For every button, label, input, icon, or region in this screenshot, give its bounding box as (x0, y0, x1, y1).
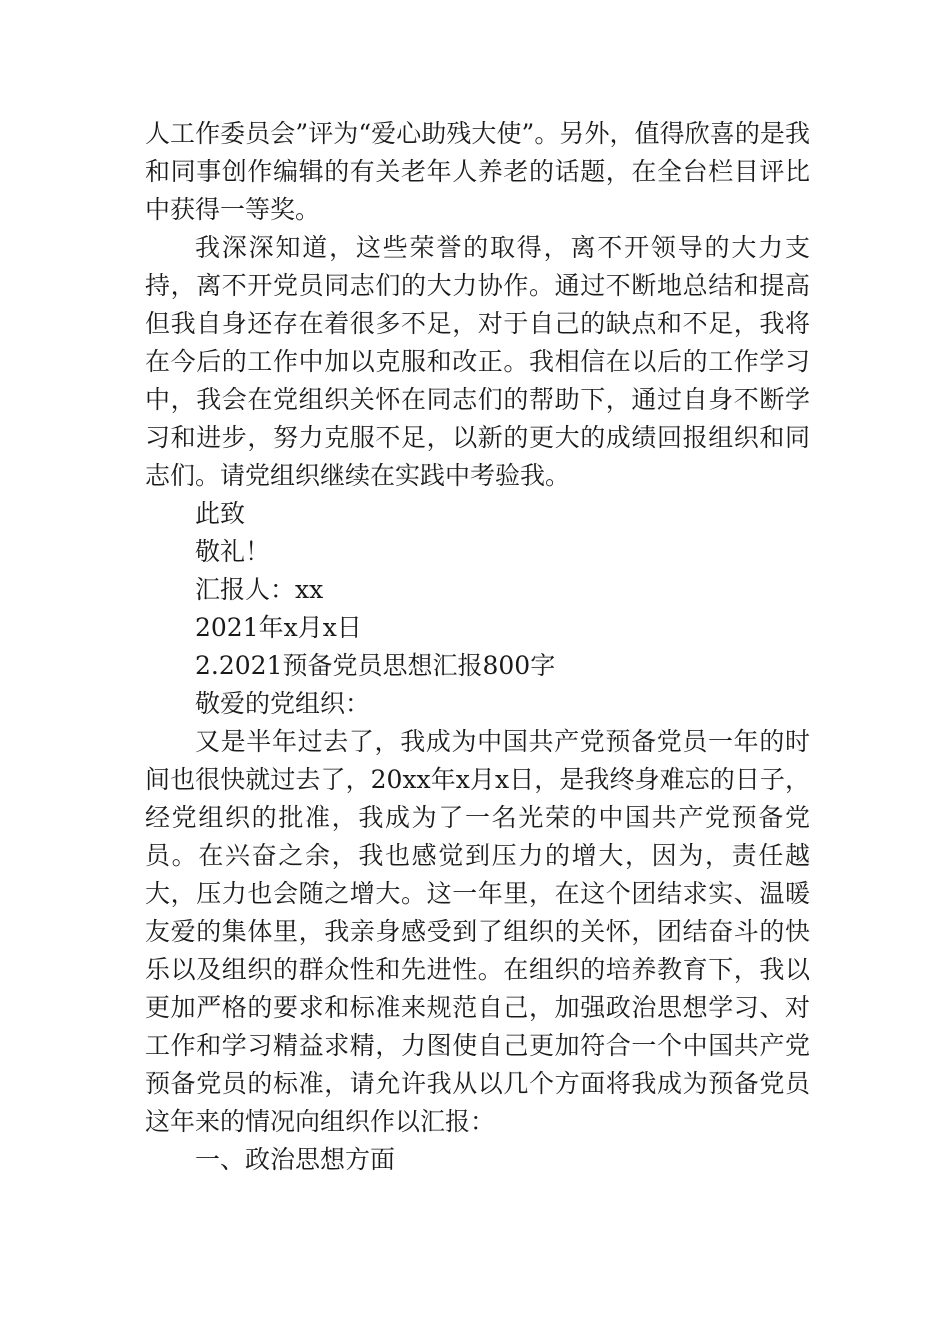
closing-salutation: 此致 (195, 499, 246, 528)
reporter-line: 汇报人：xx (195, 575, 324, 604)
date-line: 2021年x月x日 (195, 613, 362, 642)
paragraph-1: 人工作委员会”评为“爱心助残大使”。另外，值得欣喜的是我和同事创作编辑的有关老年人养老的话题，在全台栏目评比中获得一等奖。 (145, 119, 810, 224)
closing-regards: 敬礼！ (195, 537, 271, 566)
greeting-line: 敬爱的党组织： (195, 689, 371, 718)
subsection-heading: 一、政治思想方面 (195, 1145, 396, 1174)
paragraph-body: 又是半年过去了，我成为中国共产党预备党员一年的时间也很快就过去了，20xx年x月x日，是我终身难忘的日子，经党组织的批准，我成为了一名光荣的中国共产党预备党员。在兴奋之余，我也感觉到压力的增大，因为，责任越大，压力也会随之增大。这一年里，在这个团结求实、温暖友爱的集体里，我亲身感受到了组织的关怀，团结奋斗的快乐以及组织的群众性和先进性。在组织的培养教育下，我以更加严格的要求和标准来规范自己，加强政治思想学习、对工作和学习精益求精，力图使自己更加符合一个中国共产党预备党员的标准，请允许我从以几个方面将我成为预备党员这年来的情况向组织作以汇报： (145, 727, 810, 1136)
section-heading: 2.2021预备党员思想汇报800字 (195, 651, 556, 680)
document-body (145, 115, 810, 1179)
paragraph-2: 我深深知道，这些荣誉的取得，离不开领导的大力支持，离不开党员同志们的大力协作。通过不断地总结和提高但我自身还存在着很多不足，对于自己的缺点和不足，我将在今后的工作中加以克服和改正。我相信在以后的工作学习中，我会在党组织关怀在同志们的帮助下，通过自身不断学习和进步，努力克服不足，以新的更大的成绩回报组织和同志们。请党组织继续在实践中考验我。 (145, 233, 810, 490)
